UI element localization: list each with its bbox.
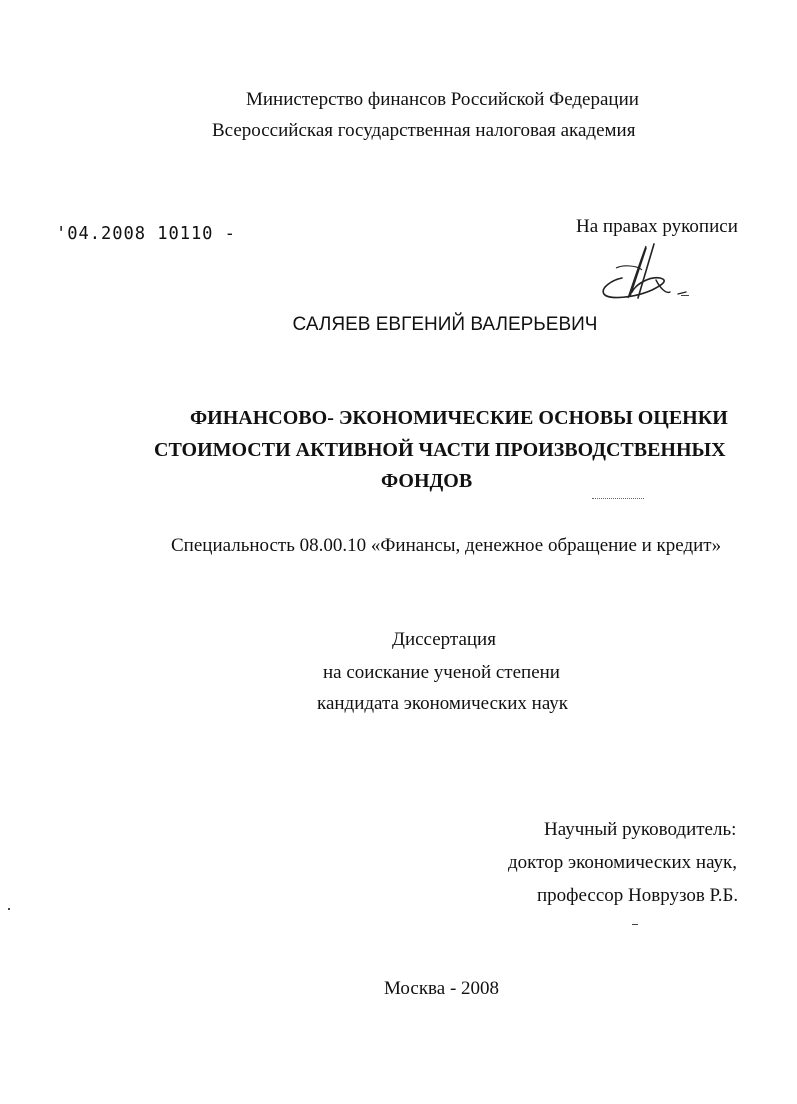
ministry-name: Министерство финансов Российской Федерации <box>246 89 639 110</box>
degree-purpose: на соискание ученой степени <box>323 662 560 683</box>
thesis-title-line-1: ФИНАНСОВО- ЭКОНОМИЧЕСКИЕ ОСНОВЫ ОЦЕНКИ <box>190 407 728 429</box>
supervisor-label: Научный руководитель: <box>544 819 737 840</box>
city-year: Москва - 2008 <box>384 978 500 999</box>
dissertation-label: Диссертация <box>392 629 496 650</box>
scan-mark <box>592 498 644 499</box>
author-name: САЛЯЕВ ЕВГЕНИЙ ВАЛЕРЬЕВИЧ <box>292 314 598 335</box>
scan-speck <box>632 924 638 925</box>
speciality: Специальность 08.00.10 «Финансы, денежное обращение и кредит» <box>171 535 722 556</box>
thesis-title-line-2: СТОИМОСТИ АКТИВНОЙ ЧАСТИ ПРОИЗВОДСТВЕННЫХ <box>154 439 726 461</box>
scan-speck <box>8 908 10 910</box>
thesis-title-line-3: ФОНДОВ <box>381 470 473 492</box>
supervisor-name: профессор Новрузов Р.Б. <box>537 885 739 906</box>
scan-speck <box>681 295 689 296</box>
supervisor-degree: доктор экономических наук, <box>508 852 738 873</box>
degree-name: кандидата экономических наук <box>317 693 569 714</box>
manuscript-note: На правах рукописи <box>576 216 738 237</box>
archive-code: '04.2008 10110 - <box>56 223 236 244</box>
academy-name: Всероссийская государственная налоговая академия <box>212 120 636 141</box>
handwritten-signature-icon <box>594 240 694 310</box>
